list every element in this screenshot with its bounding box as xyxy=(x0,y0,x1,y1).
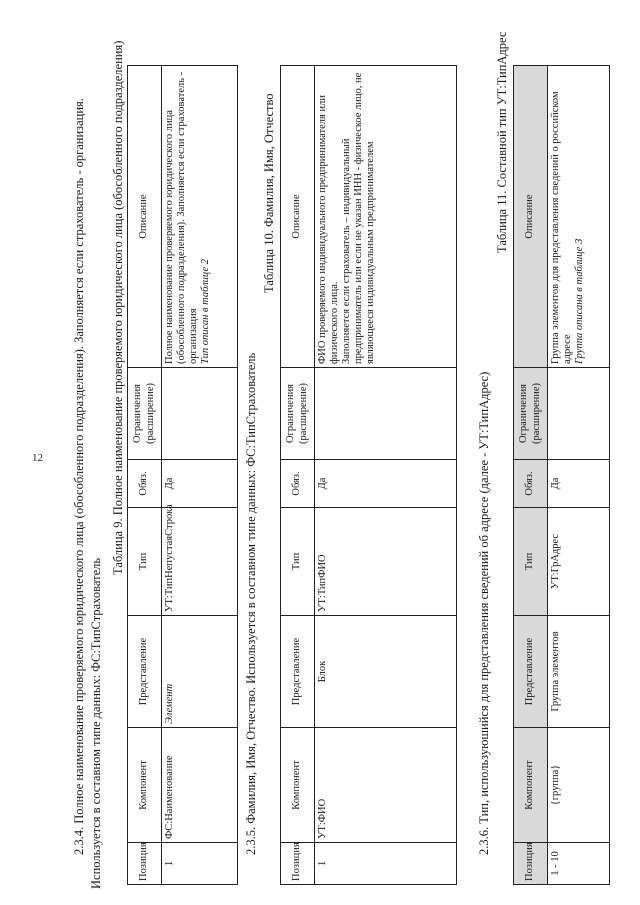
table-9-caption: Таблица 9. Полное наименование проверяемого юридического лица (обособленного подразделения) xyxy=(111,40,125,575)
cell-required: Да xyxy=(315,460,457,508)
table-10-caption: Таблица 10. Фамилия, Имя, Отчество xyxy=(262,93,276,293)
table-10-header: Описание xyxy=(281,66,315,368)
cell-component: ФС:Наименование xyxy=(162,728,238,843)
table-9 xyxy=(127,65,238,885)
table-row xyxy=(162,66,238,885)
table-11-header: Описание xyxy=(514,66,548,368)
table-9-header: Ограничения (расширение) xyxy=(128,368,162,460)
table-9-header: Компонент xyxy=(128,728,162,843)
section-2-3-4-line2: Используется в составном типе данных: ФС:ТипСтрахователь xyxy=(89,557,103,889)
description-text: ФИО проверяемого индивидуального предпринимателя или физического лица. xyxy=(317,95,341,364)
table-11-header: Компонент xyxy=(514,728,548,843)
table-10-header: Компонент xyxy=(281,728,315,843)
table-11-header-row xyxy=(514,66,548,885)
table-9-header: Описание xyxy=(128,66,162,368)
table-row xyxy=(548,66,610,885)
section-2-3-6-line: 2.3.6. Тип, используюшийся для представления сведений об адресе (далее - УТ:ТипАдрес) xyxy=(477,371,491,855)
table-9-header: Обяз. xyxy=(128,460,162,508)
cell-required: Да xyxy=(162,460,238,508)
cell-limits xyxy=(162,368,238,460)
description-note: Группа описана в таблице 3 xyxy=(574,238,586,364)
cell-position: 1 xyxy=(315,843,457,885)
cell-description xyxy=(548,66,610,368)
cell-position: 1 - 10 xyxy=(548,843,610,885)
table-11-header: Представление xyxy=(514,616,548,728)
cell-position: 1 xyxy=(162,843,238,885)
cell-component: {группа} xyxy=(548,728,610,843)
table-11-header: Позиция xyxy=(514,843,548,885)
page-number: 12 xyxy=(32,452,43,464)
description-text: Заполняется если страхователь – индивидуальный предприниматель или если не указан ИНН - физическое лицо, не являющееся индивидуальным предпринимателем xyxy=(341,72,377,364)
cell-representation: Элемент xyxy=(162,616,238,728)
table-10-header-row xyxy=(281,66,315,885)
table-11-caption: Таблица 11. Составной тип УТ:ТипАдрес xyxy=(495,31,509,253)
table-11-header: Обяз. xyxy=(514,460,548,508)
cell-component: УТ:ФИО xyxy=(315,728,457,843)
cell-type: УТ:ТипНепустаяСтрока xyxy=(162,508,238,616)
table-9-header-row xyxy=(128,66,162,885)
table-10-header: Ограничения (расширение) xyxy=(281,368,315,460)
table-10-header: Представление xyxy=(281,616,315,728)
cell-description xyxy=(162,66,238,368)
cell-limits xyxy=(548,368,610,460)
table-row xyxy=(315,66,457,885)
cell-type: УТ:ГрАдрес xyxy=(548,508,610,616)
cell-type: УТ:ТипФИО xyxy=(315,508,457,616)
table-10-header: Обяз. xyxy=(281,460,315,508)
table-9-header: Представление xyxy=(128,616,162,728)
description-text: Полное наименование проверяемого юридического лица (обособленного подразделения). Заполняется если страхователь - организация xyxy=(164,71,200,364)
description-note: Тип описан в таблице 2 xyxy=(200,259,212,364)
table-10-header: Тип xyxy=(281,508,315,616)
table-9-header: Тип xyxy=(128,508,162,616)
cell-required: Да xyxy=(548,460,610,508)
cell-representation: Блок xyxy=(315,616,457,728)
section-2-3-5-line: 2.3.5. Фамилия, Имя, Отчество. Используется в составном типе данных: ФС:ТипСтрахователь xyxy=(244,352,258,855)
table-9-header: Позиция xyxy=(128,843,162,885)
table-10-header: Позиция xyxy=(281,843,315,885)
cell-limits xyxy=(315,368,457,460)
table-11 xyxy=(513,65,610,885)
table-11-header: Ограничения (расширение) xyxy=(514,368,548,460)
section-2-3-4-line1: 2.3.4. Полное наименование проверяемого юридического лица (обособленного подразделения). Заполняется если страхователь - организация. xyxy=(72,98,86,855)
cell-description xyxy=(315,66,457,368)
description-text: Группа элементов для представления сведений о российском адресе xyxy=(550,91,574,364)
cell-representation: Группа элементов xyxy=(548,616,610,728)
table-10 xyxy=(280,65,457,885)
table-11-header: Тип xyxy=(514,508,548,616)
